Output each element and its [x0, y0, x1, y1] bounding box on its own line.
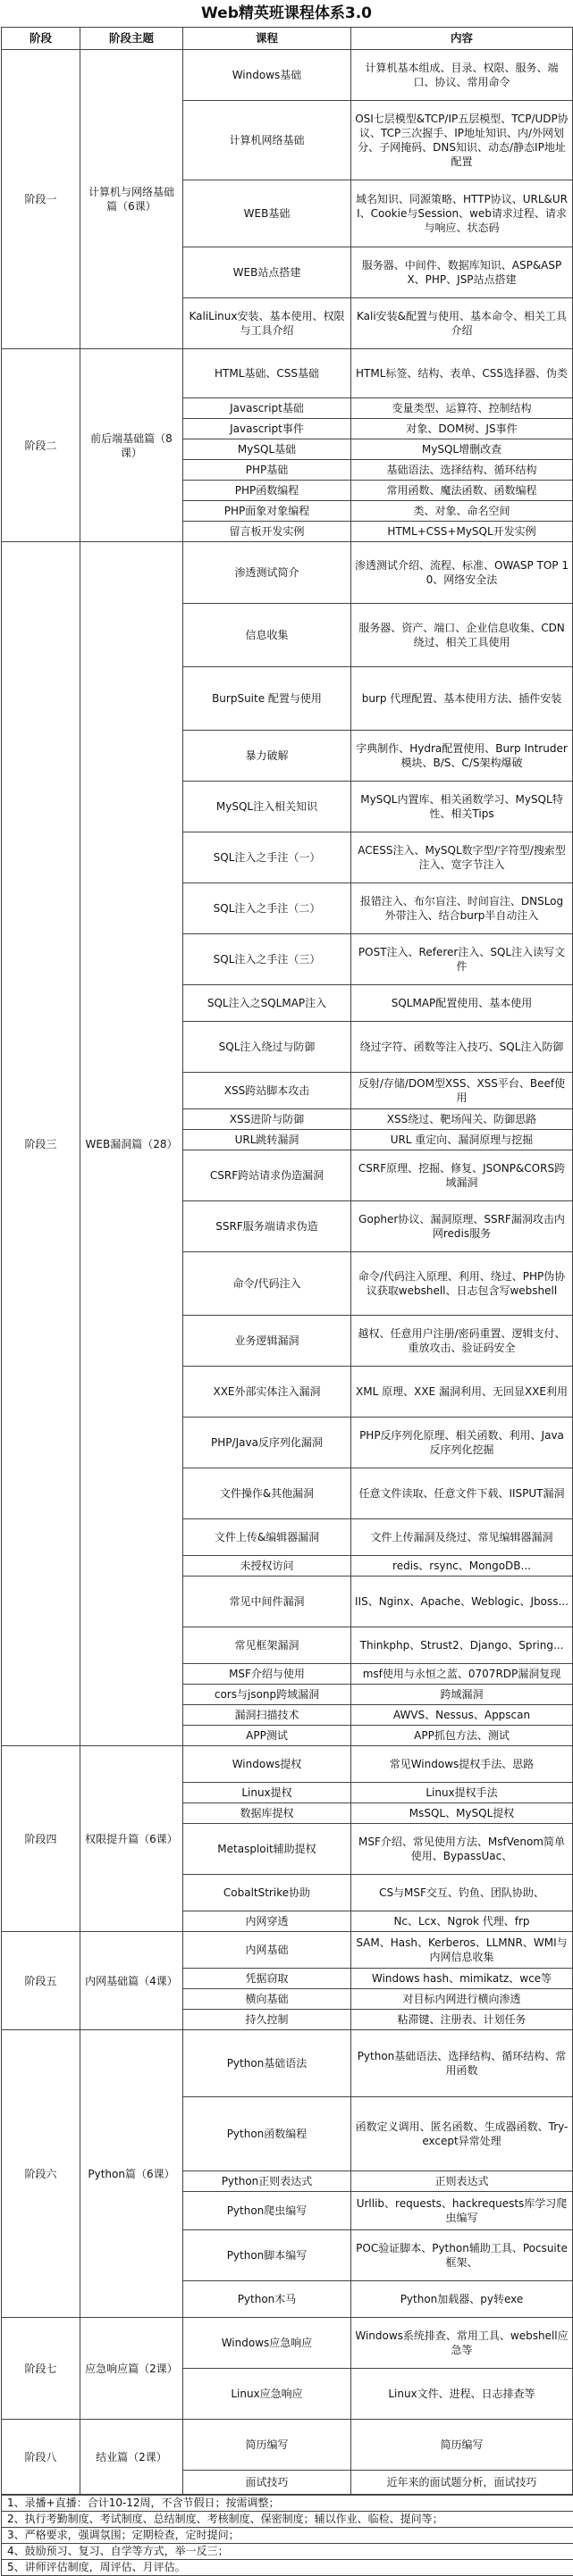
course-cell: Javascript基础 [183, 398, 351, 419]
note-line: 5、讲师评估制度，周评估、月评估。 [2, 2559, 573, 2575]
stage-cell: 阶段五 [2, 1932, 80, 2030]
table-row [2, 1746, 573, 1783]
notes-block [1, 2495, 573, 2576]
header-stage: 阶段 [2, 28, 80, 50]
stage-theme-cell: 权限提升篇（6课） [80, 1746, 183, 1932]
content-cell: Linux提权手法 [351, 1783, 573, 1803]
course-cell: XXE外部实体注入漏洞 [183, 1367, 351, 1418]
table-row [2, 1932, 573, 1969]
content-cell: XML 原理、XXE 漏洞利用、无回显XXE利用 [351, 1367, 573, 1418]
course-cell: 内网穿透 [183, 1911, 351, 1932]
curriculum-table [1, 27, 573, 2495]
course-cell: KaliLinux安装、基本使用、权限与工具介绍 [183, 298, 351, 349]
course-cell: 命令/代码注入 [183, 1252, 351, 1316]
content-cell: 服务器、资产、端口、企业信息收集、CDN绕过、相关工具使用 [351, 604, 573, 667]
course-cell: 暴力破解 [183, 731, 351, 782]
course-cell: MySQL基础 [183, 439, 351, 460]
course-cell: Python脚本编写 [183, 2230, 351, 2281]
content-cell: Gopher协议、漏洞原理、SSRF漏洞攻击内网redis服务 [351, 1201, 573, 1252]
course-cell: 面试技巧 [183, 2471, 351, 2495]
note-line: 4、鼓励预习、复习、自学等方式，举一反三； [2, 2543, 573, 2559]
content-cell: Kali安装&配置与使用、基本命令、相关工具介绍 [351, 298, 573, 349]
content-cell: redis、rsync、MongoDB... [351, 1556, 573, 1577]
content-cell: msf使用与永恒之蓝、0707RDP漏洞复现 [351, 1664, 573, 1685]
course-cell: Metasploit辅助提权 [183, 1824, 351, 1875]
content-cell: 常用函数、魔法函数、函数编程 [351, 481, 573, 501]
header-theme: 阶段主题 [80, 28, 183, 50]
course-cell: WEB基础 [183, 180, 351, 247]
course-cell: PHP基础 [183, 460, 351, 481]
header-course: 课程 [183, 28, 351, 50]
content-cell: 域名知识、同源策略、HTTP协议、URL&URI、Cookie与Session、web请求过程、请求与响应、状态码 [351, 180, 573, 247]
content-cell: MsSQL、MySQL提权 [351, 1803, 573, 1824]
stage-theme-cell: 内网基础篇（4课） [80, 1932, 183, 2030]
content-cell: POST注入、Referer注入、SQL注入读写文件 [351, 934, 573, 985]
content-cell: 渗透测试介绍、流程、标准、OWASP TOP 10、网络安全法 [351, 542, 573, 604]
table-header-row [2, 28, 573, 50]
content-cell: 越权、任意用户注册/密码重置、逻辑支付、重放攻击、验证码安全 [351, 1316, 573, 1367]
content-cell: CS与MSF交互、钓鱼、团队协助、 [351, 1875, 573, 1911]
content-cell: IIS、Nginx、Apache、Weblogic、Jboss... [351, 1577, 573, 1627]
stage-cell: 阶段一 [2, 50, 80, 349]
course-cell: Python正则表达式 [183, 2171, 351, 2192]
table-row [2, 542, 573, 604]
content-cell: 反射/存储/DOM型XSS、XSS平台、Beef使用 [351, 1073, 573, 1109]
table-row [2, 349, 573, 398]
content-cell: OSI七层模型&TCP/IP五层模型、TCP/UDP协议、TCP三次握手、IP地址知识、内/外网划分、子网掩码、DNS知识、动态/静态IP地址配置 [351, 101, 573, 180]
content-cell: 计算机基本组成、目录、权限、服务、端口、协议、常用命令 [351, 50, 573, 101]
course-cell: PHP/Java反序列化漏洞 [183, 1418, 351, 1468]
course-cell: 常见中间件漏洞 [183, 1577, 351, 1627]
course-cell: SSRF服务端请求伪造 [183, 1201, 351, 1252]
course-cell: SQL注入之SQLMAP注入 [183, 985, 351, 1022]
content-cell: 粘滞键、注册表、计划任务 [351, 2010, 573, 2030]
course-cell: 漏洞扫描技术 [183, 1705, 351, 1726]
stage-cell: 阶段八 [2, 2420, 80, 2495]
course-cell: CobaltStrike协助 [183, 1875, 351, 1911]
document-title: Web精英班课程体系3.0 [201, 4, 372, 22]
content-cell: 文件上传漏洞及绕过、常见编辑器漏洞 [351, 1519, 573, 1556]
content-cell: SQLMAP配置使用、基本使用 [351, 985, 573, 1022]
course-cell: SQL注入之手注（一） [183, 832, 351, 883]
course-cell: Python爬虫编写 [183, 2192, 351, 2230]
content-cell: 基础语法、选择结构、循环结构 [351, 460, 573, 481]
content-cell: Urllib、requests、hackrequests库学习爬虫编写 [351, 2192, 573, 2230]
course-cell: 数据库提权 [183, 1803, 351, 1824]
course-cell: Linux应急响应 [183, 2369, 351, 2420]
course-cell: MySQL注入相关知识 [183, 782, 351, 832]
course-cell: 文件上传&编辑器漏洞 [183, 1519, 351, 1556]
note-line: 1、录播+直播：合计10-12周，不含节假日；按需调整； [2, 2495, 573, 2511]
content-cell: MySQL内置库、相关函数学习、MySQL特性、相关Tips [351, 782, 573, 832]
content-cell: 类、对象、命名空间 [351, 501, 573, 522]
course-cell: Python函数编程 [183, 2097, 351, 2171]
content-cell: APP抓包方法、测试 [351, 1726, 573, 1746]
stage-theme-cell: WEB漏洞篇（28） [80, 542, 183, 1746]
course-cell: XSS跨站脚本攻击 [183, 1073, 351, 1109]
course-cell: MSF介绍与使用 [183, 1664, 351, 1685]
stage-cell: 阶段四 [2, 1746, 80, 1932]
course-cell: 留言板开发实例 [183, 522, 351, 542]
course-cell: HTML基础、CSS基础 [183, 349, 351, 398]
table-row [2, 50, 573, 101]
content-cell: 命令/代码注入原理、利用、绕过、PHP伪协议获取webshell、日志包含写webshell [351, 1252, 573, 1316]
header-content: 内容 [351, 28, 573, 50]
stage-cell: 阶段二 [2, 349, 80, 542]
content-cell: SAM、Hash、Kerberos、LLMNR、WMI与内网信息收集 [351, 1932, 573, 1969]
course-cell: 常见框架漏洞 [183, 1627, 351, 1664]
content-cell: URL 重定向、漏洞原理与挖掘 [351, 1130, 573, 1150]
content-cell: AWVS、Nessus、Appscan [351, 1705, 573, 1726]
course-cell: 信息收集 [183, 604, 351, 667]
course-cell: Windows应急响应 [183, 2318, 351, 2369]
content-cell: ACESS注入、MySQL数字型/字符型/搜索型注入、宽字节注入 [351, 832, 573, 883]
course-cell: BurpSuite 配置与使用 [183, 667, 351, 731]
course-cell: 简历编写 [183, 2420, 351, 2471]
course-cell: 计算机网络基础 [183, 101, 351, 180]
stage-theme-cell: 应急响应篇（2课） [80, 2318, 183, 2420]
course-cell: PHP面象对象编程 [183, 501, 351, 522]
content-cell: PHP反序列化原理、相关函数、利用、Java反序列化挖掘 [351, 1418, 573, 1468]
course-cell: Javascript事件 [183, 419, 351, 439]
content-cell: 对目标内网进行横向渗透 [351, 1989, 573, 2010]
content-cell: Python基础语法、选择结构、循环结构、常用函数 [351, 2030, 573, 2097]
table-row [2, 2420, 573, 2471]
content-cell: 服务器、中间件、数据库知识、ASP&ASPX、PHP、JSP站点搭建 [351, 247, 573, 298]
note-line: 2、执行考勤制度、考试制度、总结制度、考核制度、保密制度；辅以作业、临检、提问等； [2, 2511, 573, 2527]
stage-theme-cell: Python篇（6课） [80, 2030, 183, 2318]
content-cell: 简历编写 [351, 2420, 573, 2471]
content-cell: HTML+CSS+MySQL开发实例 [351, 522, 573, 542]
course-cell: Windows提权 [183, 1746, 351, 1783]
stage-theme-cell: 结业篇（2课） [80, 2420, 183, 2495]
course-cell: 内网基础 [183, 1932, 351, 1969]
content-cell: Nc、Lcx、Ngrok 代理、frp [351, 1911, 573, 1932]
content-cell: Windows hash、mimikatz、wce等 [351, 1969, 573, 1989]
course-cell: Python基础语法 [183, 2030, 351, 2097]
course-cell: 未授权访问 [183, 1556, 351, 1577]
course-cell: 凭据窃取 [183, 1969, 351, 1989]
course-cell: 业务逻辑漏洞 [183, 1316, 351, 1367]
content-cell: Windows系统排查、常用工具、webshell应急等 [351, 2318, 573, 2369]
content-cell: HTML标签、结构、表单、CSS选择器、伪类 [351, 349, 573, 398]
course-cell: APP测试 [183, 1726, 351, 1746]
stage-cell: 阶段六 [2, 2030, 80, 2318]
course-cell: CSRF跨站请求伪造漏洞 [183, 1150, 351, 1201]
content-cell: Linux文件、进程、日志排查等 [351, 2369, 573, 2420]
stage-cell: 阶段三 [2, 542, 80, 1746]
course-cell: SQL注入之手注（三） [183, 934, 351, 985]
content-cell: Python加载器、py转exe [351, 2281, 573, 2318]
stage-theme-cell: 前后端基础篇（8课） [80, 349, 183, 542]
content-cell: 跨域漏洞 [351, 1685, 573, 1705]
course-cell: 横向基础 [183, 1989, 351, 2010]
content-cell: 近年来的面试题分析，面试技巧 [351, 2471, 573, 2495]
course-cell: URL跳转漏洞 [183, 1130, 351, 1150]
content-cell: 常见Windows提权手法、思路 [351, 1746, 573, 1783]
content-cell: CSRF原理、挖掘、修复、JSONP&CORS跨域漏洞 [351, 1150, 573, 1201]
course-cell: 渗透测试简介 [183, 542, 351, 604]
stage-cell: 阶段七 [2, 2318, 80, 2420]
course-cell: Windows基础 [183, 50, 351, 101]
course-cell: WEB站点搭建 [183, 247, 351, 298]
course-cell: SQL注入绕过与防御 [183, 1022, 351, 1073]
content-cell: XSS绕过、靶场闯关、防御思路 [351, 1109, 573, 1130]
course-cell: 持久控制 [183, 2010, 351, 2030]
course-cell: SQL注入之手注（二） [183, 883, 351, 934]
content-cell: 字典制作、Hydra配置使用、Burp Intruder模块、B/S、C/S架构爆破 [351, 731, 573, 782]
content-cell: 变量类型、运算符、控制结构 [351, 398, 573, 419]
content-cell: 报错注入、布尔盲注、时间盲注、DNSLog外带注入、结合burp半自动注入 [351, 883, 573, 934]
content-cell: burp 代理配置、基本使用方法、插件安装 [351, 667, 573, 731]
stage-theme-cell: 计算机与网络基础篇（6课） [80, 50, 183, 349]
table-row [2, 2030, 573, 2097]
content-cell: 任意文件读取、任意文件下载、IISPUT漏洞 [351, 1468, 573, 1519]
course-cell: PHP函数编程 [183, 481, 351, 501]
content-cell: POC验证脚本、Python辅助工具、Pocsuite 框架、 [351, 2230, 573, 2281]
content-cell: MySQL增删改查 [351, 439, 573, 460]
content-cell: 绕过字符、函数等注入技巧、SQL注入防御 [351, 1022, 573, 1073]
course-cell: 文件操作&其他漏洞 [183, 1468, 351, 1519]
content-cell: 函数定义调用、匿名函数、生成器函数、Try-except异常处理 [351, 2097, 573, 2171]
course-cell: Linux提权 [183, 1783, 351, 1803]
course-cell: cors与jsonp跨域漏洞 [183, 1685, 351, 1705]
course-cell: Python木马 [183, 2281, 351, 2318]
content-cell: Thinkphp、Strust2、Django、Spring... [351, 1627, 573, 1664]
content-cell: 正则表达式 [351, 2171, 573, 2192]
table-body [2, 50, 573, 2495]
note-line: 3、严格要求，强调氛围；定期检查，定时提问； [2, 2527, 573, 2543]
table-row [2, 2318, 573, 2369]
content-cell: 对象、DOM树、JS事件 [351, 419, 573, 439]
course-cell: XSS进阶与防御 [183, 1109, 351, 1130]
content-cell: MSF介绍、常见使用方法、MsfVenom简单使用、BypassUac、 [351, 1824, 573, 1875]
